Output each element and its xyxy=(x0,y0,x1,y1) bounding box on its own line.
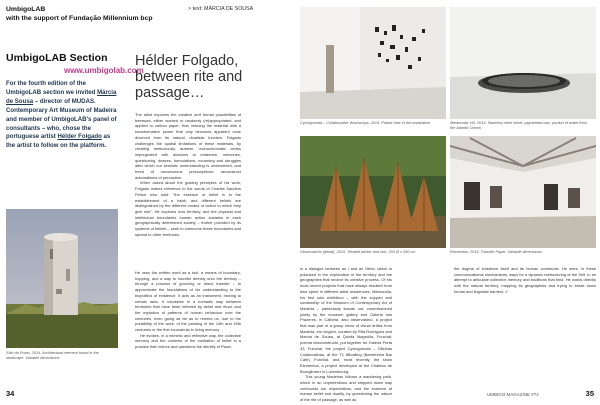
header-block xyxy=(6,5,153,23)
paragraph: in a dialogue between an I and an Other, which is polarised in the exploration of the territory and the geographies that involve its creative process. Of his most recent projects that have always resulted from time spent in different artist residencies, Melancolia, his first solo exhibition – with the support and curatorship of the Museum of Contemporary Art of Madeira – particularly stands out, commissioned jointly by the museum gallery and Galeria dos Prazeres, in Calheta; also observatório, a project that was part of a group show of visual artists from Madeira, em vingem, curated by Rita Rodrigues and Márcia de Sousa, at Quinta Magnólia, Funchal; poema desconstruído, put together for Galeria Porta 33, Funchal; the project Cyclogonoda – Oficinas Colaborativas, at the T1 8Bcalling (Barreirinha Bar Café), Funchal, and, most recently, the show Elementos, a project developed at the Chateau de Bourglinster in Luxembourg. xyxy=(300,266,392,374)
paragraph: He evokes, in a mimetic and reflective way, the collective memory and the contexts of the mediation of belief in a practice that mirrors and questions the identity of Place, xyxy=(135,332,241,350)
paragraph: He uses the written word as a tool, a means of boundary-hopping, and a way to inscribe directly onto the territory – through a process of grooving or direct transfer – to approximate the foundations of his understanding to the biopolitics of existence. It acts as an instrument, hewing to certain laws. It circulates in a nomadic way between territories that have been infected by belief and ritual, and the expiation of patterns of human behaviour over the centuries, even going as far as to remind us, due to the portability of the work, of the painting of the 14th and 15th centuries or the first incunabula in living memory. xyxy=(135,270,241,333)
elementos-photo xyxy=(450,136,596,248)
header-subtitle: with the support of Fundação Millennium bcp xyxy=(6,15,153,22)
article-column-right-1 xyxy=(300,266,392,403)
article-column-right-2 xyxy=(454,266,596,295)
melancolia-photo xyxy=(450,7,596,119)
paragraph: This young Madeiran follows a wandering path, which in an unpretentious and stripped down way confounds our expectations, and the essence of human belief and duality, by questioning the nature of the rite of passage, as well as xyxy=(300,374,392,403)
intro-paragraph xyxy=(6,80,118,151)
photo-caption-2: Melancolia VIII, 2014. Stainless steel sheet, pigmented wax, portion of water from the Atlantic Ocean xyxy=(450,121,587,130)
paragraph: The artist explores the creative and formal possibilities of beeswax, either worked or randomly (re)appropriated, and applied to carbon paper, thus imbuing the material with a transformative power that only becomes apparent once divorced from its natural, ritualistic function. Folgado challenges the spatial limitations of these materials, by creating meticulously austere, monochromatic works impregnated with allusions to existence, memories, questioning, desires, formulations, mourning and struggles after which our semiotic understanding is undermined, and freed of unconscious presumptions: deconstruct automatisms of perception. xyxy=(135,112,241,180)
observatorio-photo xyxy=(300,136,446,248)
page-number-left: 34 xyxy=(6,389,15,398)
curator-name-link[interactable]: Márcia de Sousa xyxy=(6,88,117,105)
magazine-footer: UMBIGO MAGAZINE #72 xyxy=(487,392,539,397)
photo-caption-3: Observatório (detail), 2019. Treated wicker and iron. 200 Ø x 350 cm xyxy=(300,250,416,254)
page-number-right: 35 xyxy=(585,389,594,398)
sitio-do-posto-photo xyxy=(6,209,118,348)
photo-caption-4: Elementos, 2019. Transfer Paper. Variable dimensions xyxy=(450,250,542,254)
right-page xyxy=(300,0,600,405)
article-column-a xyxy=(135,112,241,237)
cyclogonoda-installation-photo xyxy=(300,7,446,119)
section-title: UmbigoLAB Section xyxy=(6,52,108,64)
header-title: UmbigoLAB xyxy=(6,6,46,13)
photo-caption-1: Cyclogonoda – Collaborative Workshops, 2014. Partial view of the installation xyxy=(300,121,431,125)
intro-text-1: For the fourth edition of the UmbigoLAB section we invited xyxy=(6,80,98,96)
intro-text-2: – director of MUDAS. Contemporary Art Museum of Madeira and member of UmbigoLAB's panel of consultants – who, chose the portuguese artist xyxy=(6,97,117,141)
paragraph: the dogma of existence itself and its human constructs. He sees, in these communicational mechanisms, ways for a dynamic restructuring of the Self, in an attempt to articulate collective memory and traditions that bind. He works directly with the natural territory, mapping its geographies and trying to break down formal and linguistic barriers. // xyxy=(454,266,596,294)
artist-name-link[interactable]: Hélder Folgado xyxy=(57,133,102,141)
section-url-link[interactable]: www.umbigolab.com xyxy=(64,66,144,75)
intro-text-3: as the artist to follow on the platform. xyxy=(6,133,111,150)
photo-caption-left: Sítio do Posto, 2014. Architectural element found in the landscape. Variable dimensions xyxy=(6,351,99,360)
paragraph: When asked about the guiding principles of his work, Folgado makes reference to the words of Charles Sanders Peirce who said: "the essence of belief is in the establishment of a habit; and different beliefs are distinguished by the different modes of action to which they give rise". He explores how territory, and the physical and intellectual boundaries human action sustains in each geographically determined society – further provided by its systems of beliefs – seek to overcome these boundaries and spread to other territories. xyxy=(135,180,241,237)
article-title: Hélder Folgado, between rite and passage… xyxy=(135,53,243,101)
text-credit: > text: MÁRCIA DE SOUSA xyxy=(188,6,254,12)
article-column-b xyxy=(135,270,241,350)
